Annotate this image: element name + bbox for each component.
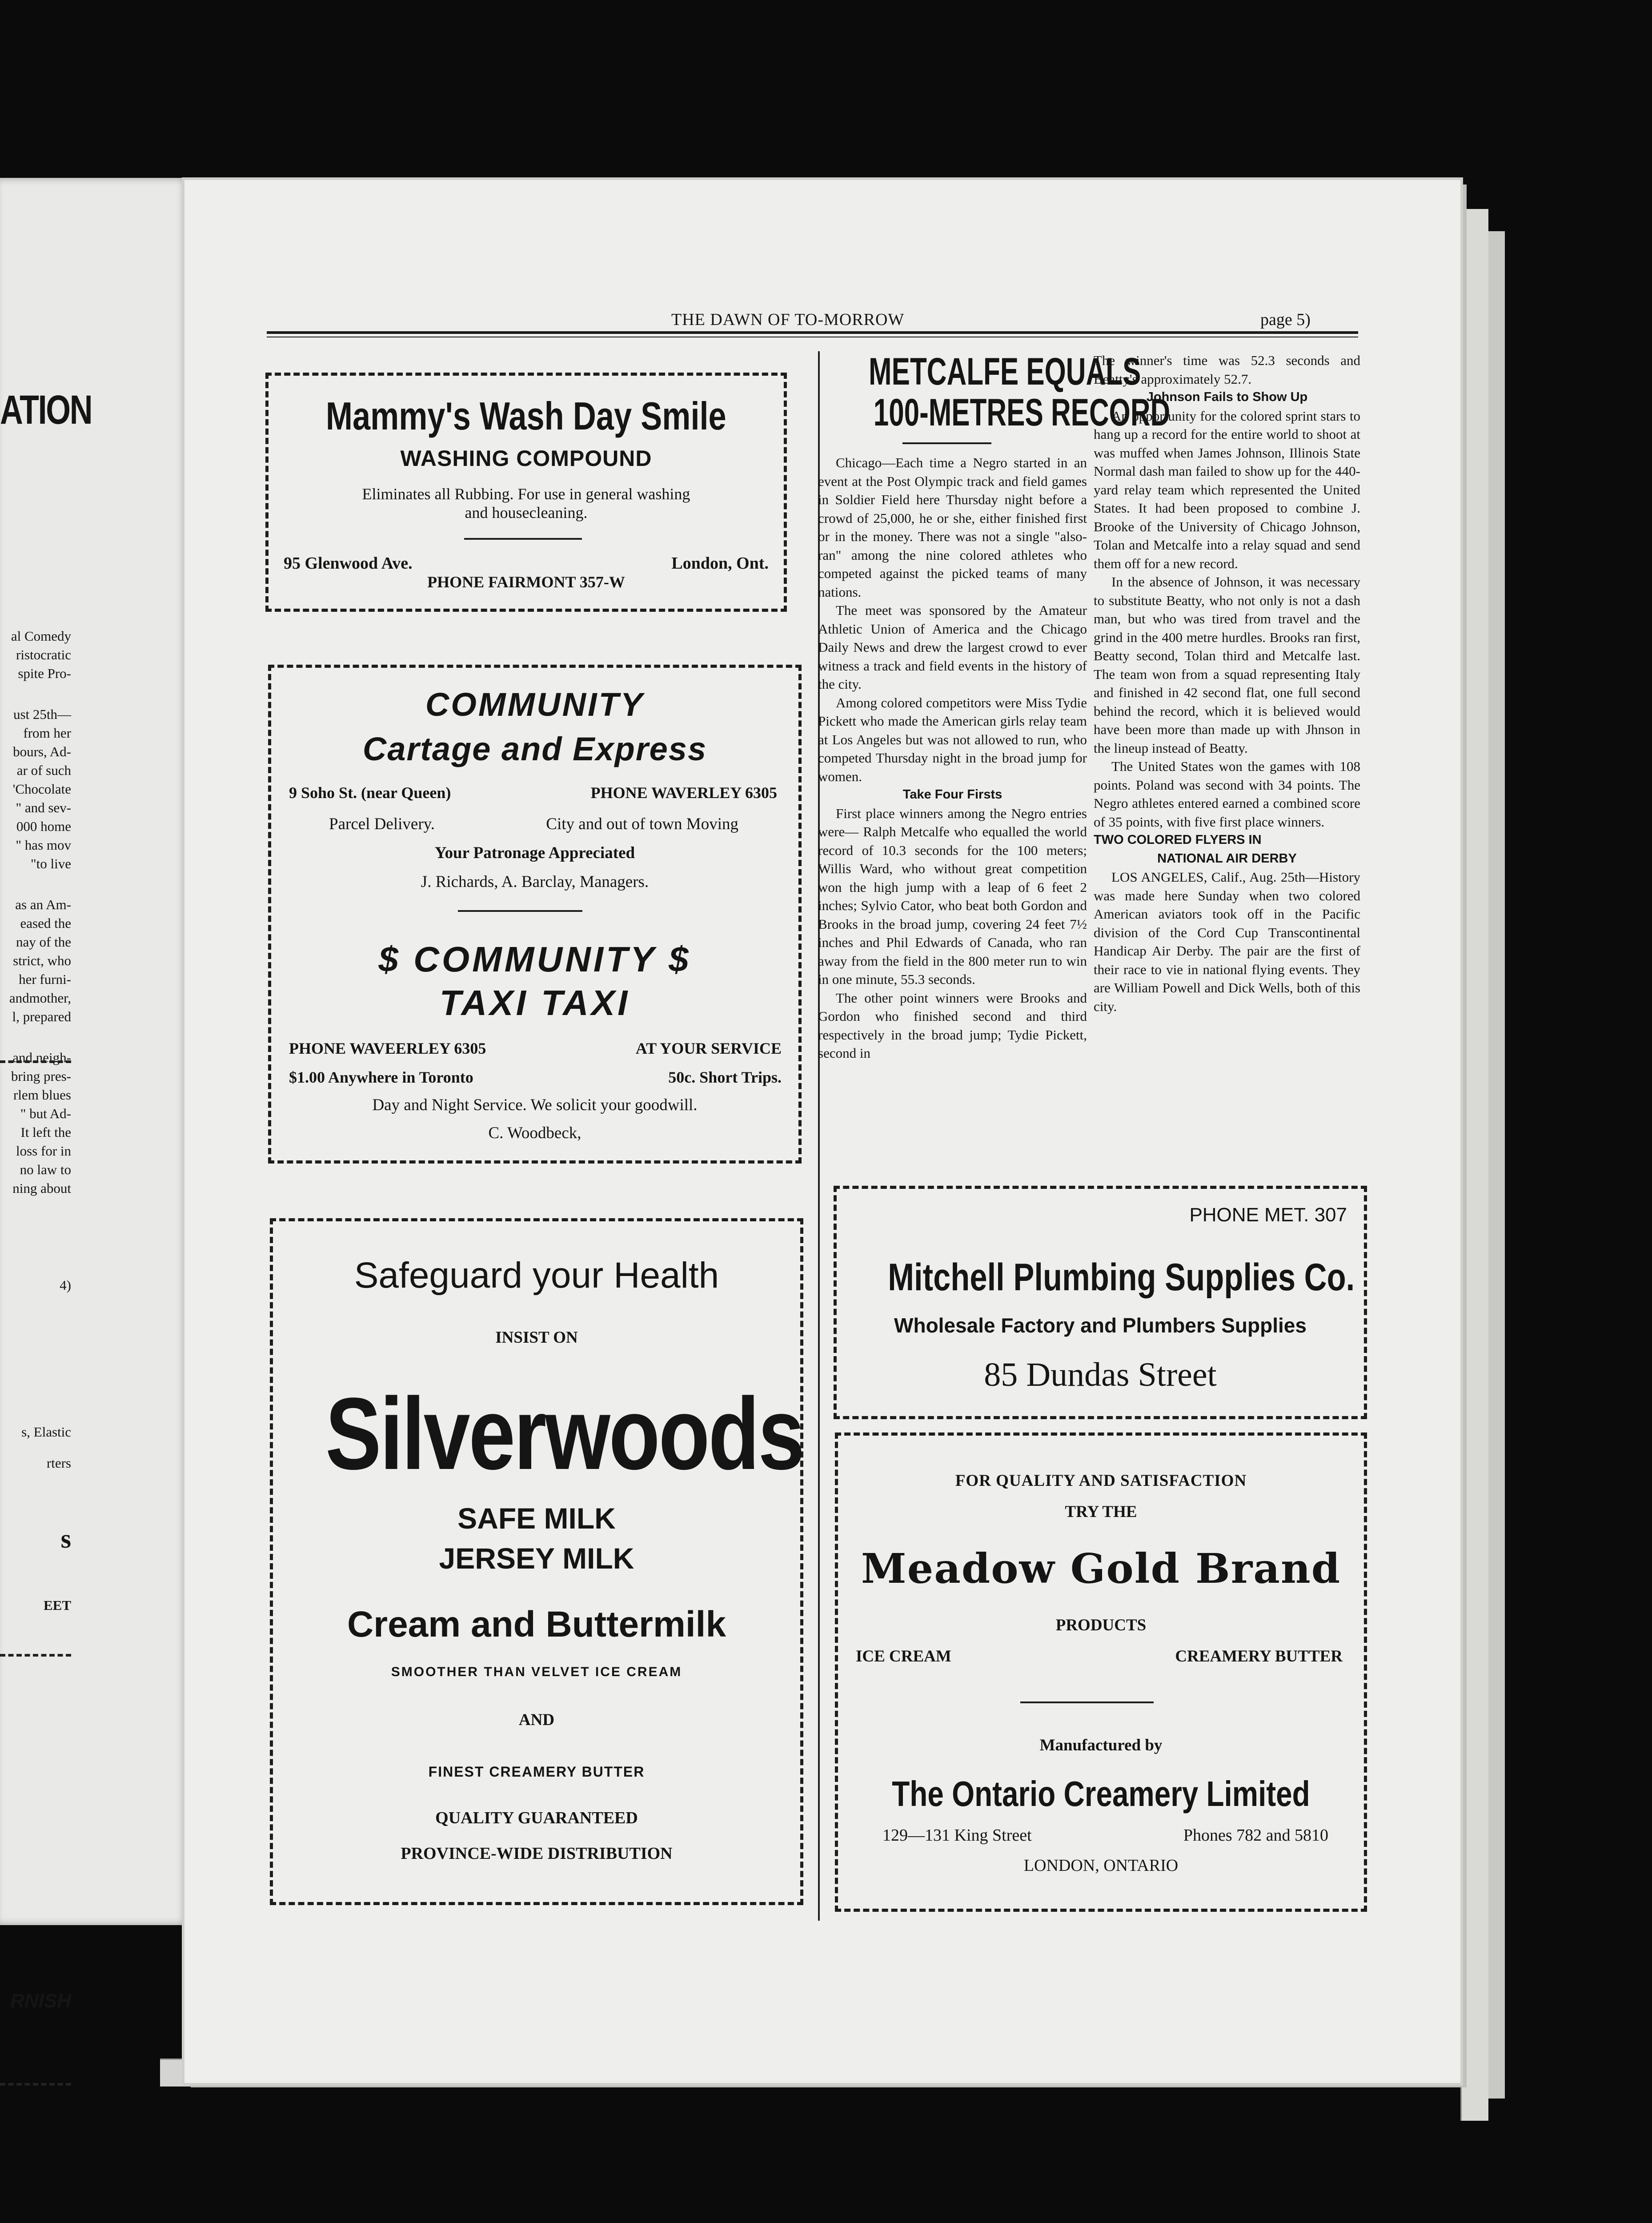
left-fragment-line: loss for in bbox=[16, 1143, 71, 1159]
page-edge bbox=[1487, 231, 1505, 2099]
article-paragraph: First place winners among the Negro entries were— Ralph Metcalfe who equalled the world record of 10.3 seconds for the 100 meters; Willis Ward, who without great competition won the high jump with a leap of 6 feet 2 inches; Sylvio Cator, who beat both Gordon and Brooks in the broad jump, covering 24 feet 7½ inches and Phil Edwards of Canada, who ran away from the field in the 800 meter run to win in one minute, 55.3 seconds. bbox=[818, 805, 1087, 987]
article-column-2 bbox=[1094, 351, 1360, 1015]
ad-address: 95 Glenwood Ave. bbox=[284, 554, 413, 573]
ad-city: LONDON, ONTARIO bbox=[1023, 1856, 1179, 1875]
ad-line: 50c. Short Trips. bbox=[668, 1068, 782, 1086]
ad-headline: Cream and Buttermilk bbox=[347, 1604, 726, 1645]
ad-line: Your Patronage Appreciated bbox=[434, 844, 635, 862]
ad-line: City and out of town Moving bbox=[546, 815, 738, 833]
ad-line: Parcel Delivery. bbox=[329, 815, 435, 833]
article-subhead: TWO COLORED FLYERS IN bbox=[1094, 833, 1262, 847]
headline-line: 100-METRES RECORD bbox=[873, 391, 1171, 434]
left-fragment-line: no law to bbox=[20, 1162, 71, 1177]
left-fragment-line: ning about bbox=[12, 1180, 71, 1196]
divider bbox=[902, 442, 991, 444]
ad-subtitle: Cartage and Express bbox=[362, 730, 707, 767]
left-fragment-line: ristocratic bbox=[16, 647, 71, 662]
left-fragment-line: bring pres- bbox=[11, 1068, 71, 1084]
left-fragment-line: andmother, bbox=[9, 990, 71, 1006]
left-fragment-line: eased the bbox=[20, 915, 71, 931]
left-page-fragment bbox=[0, 178, 189, 2012]
left-fragment-line: al Comedy bbox=[11, 628, 71, 644]
left-headline-fragment: ATION bbox=[0, 387, 92, 433]
ad-line: JERSEY MILK bbox=[439, 1542, 634, 1575]
ad-description: and housecleaning. bbox=[465, 504, 588, 522]
article-paragraph: An opportunity for the colored sprint stars to hang up a record for the entire world to shoot at was muffed when James Johnson, Illinois State Normal dash man failed to show up for the 440-yard relay team which represented the United States. It had been proposed to combine J. Brooke of the University of Chicago Johnson, Tolan and Metcalfe into a relay squad and send them off for a new record. bbox=[1094, 408, 1360, 571]
left-fragment-line: as an Am- bbox=[15, 897, 71, 912]
left-fragment-line: rters bbox=[46, 1455, 71, 1471]
article-paragraph: The meet was sponsored by the Amateur Athletic Union of America and the Chicago Daily News and drew the largest crowd to ever witness a track and field events in the history of the city. bbox=[818, 602, 1087, 692]
left-fragment-line: l, prepared bbox=[12, 1009, 71, 1024]
ad-address: 9 Soho St. (near Queen) bbox=[289, 784, 451, 802]
article-column-1 bbox=[818, 453, 1087, 1063]
article-paragraph: The other point winners were Brooks and Gordon who finished second and third respectively in the broad jump; Tydie Pickett, second in bbox=[818, 990, 1087, 1061]
ad-mitchell-plumbing bbox=[834, 1186, 1367, 1419]
page-number: page 5) bbox=[1260, 310, 1311, 329]
ad-line: SMOOTHER THAN VELVET ICE CREAM bbox=[391, 1665, 682, 1679]
headline-line: METCALFE EQUALS bbox=[869, 350, 1141, 393]
ad-company: The Ontario Creamery Limited bbox=[892, 1774, 1310, 1814]
ad-line: $1.00 Anywhere in Toronto bbox=[289, 1068, 473, 1086]
running-head: THE DAWN OF TO-MORROW bbox=[671, 310, 905, 329]
article-paragraph: The United States won the games with 108 points. Poland was second with 34 points. The Negro athletes entered earned a combined score of 35 points, with five first place winners. bbox=[1094, 758, 1360, 830]
left-fragment-line: "to live bbox=[30, 856, 71, 871]
left-fragment-line: spite Pro- bbox=[18, 666, 71, 681]
ad-line: FINEST CREAMERY BUTTER bbox=[428, 1764, 645, 1780]
ad-city: London, Ont. bbox=[671, 554, 769, 573]
left-fragment-line: 4) bbox=[60, 1277, 71, 1293]
left-fragment-line: ust 25th— bbox=[13, 706, 71, 722]
article-subhead: NATIONAL AIR DERBY bbox=[1157, 851, 1297, 866]
ad-phone: PHONE WAVERLEY 6305 bbox=[590, 784, 777, 802]
ad-line: INSIST ON bbox=[495, 1328, 578, 1347]
left-fragment-line: " and sev- bbox=[16, 800, 71, 815]
ad-brand: Meadow Gold Brand bbox=[861, 1545, 1341, 1593]
ad-line: FOR QUALITY AND SATISFACTION bbox=[955, 1472, 1247, 1490]
divider bbox=[1020, 1701, 1154, 1703]
left-fragment-line: strict, who bbox=[13, 953, 71, 968]
left-fragment-line: " but Ad- bbox=[20, 1106, 71, 1121]
ad-managers: J. Richards, A. Barclay, Managers. bbox=[421, 873, 649, 891]
ad-community-cartage bbox=[268, 665, 802, 1164]
left-fragment-line: s, Elastic bbox=[21, 1424, 71, 1440]
left-fragment-line: bours, Ad- bbox=[13, 744, 71, 759]
ad-line: CREAMERY BUTTER bbox=[1175, 1647, 1343, 1665]
ad-line: AT YOUR SERVICE bbox=[635, 1039, 782, 1057]
divider bbox=[0, 1654, 71, 1657]
left-fragment-line: ar of such bbox=[16, 762, 71, 778]
ad-line: Day and Night Service. We solicit your goodwill. bbox=[372, 1096, 698, 1114]
ad-line: SAFE MILK bbox=[457, 1502, 616, 1535]
ad-phone: Phones 782 and 5810 bbox=[1183, 1826, 1328, 1845]
ad-brand: Silverwoods bbox=[325, 1376, 803, 1491]
ad-taxi-title: $ COMMUNITY $ bbox=[378, 939, 691, 979]
left-fragment-line: and neigh- bbox=[12, 1050, 71, 1065]
left-fragment-line: " has mov bbox=[16, 837, 71, 853]
ad-line: AND bbox=[518, 1711, 555, 1729]
ad-address: 85 Dundas Street bbox=[984, 1356, 1217, 1393]
page-edge bbox=[1460, 209, 1488, 2121]
article-paragraph: In the absence of Johnson, it was necessary to substitute Beatty, who not only is not a dash man, but who was tired from travel and the grind in the 400 metre hurdles. Brooks ran first, Beatty second, Tolan third and Metcalfe last. The team won from a squad representing Italy and finished in 42 second flat, one full second behind the record, which it is believed would have been more than made up with Jhnson in the lineup instead of Beatty. bbox=[1094, 574, 1360, 756]
divider bbox=[0, 2083, 71, 2086]
ad-phone: PHONE WAVEERLEY 6305 bbox=[289, 1039, 486, 1057]
left-fragment-line: from her bbox=[23, 725, 71, 741]
ad-line: ICE CREAM bbox=[856, 1647, 951, 1665]
article-paragraph: The winner's time was 52.3 seconds and Beatty's approximately 52.7. bbox=[1094, 353, 1360, 387]
article-subhead: Johnson Fails to Show Up bbox=[1146, 390, 1308, 404]
ad-phone: PHONE FAIRMONT 357-W bbox=[427, 573, 625, 591]
ad-headline: Safeguard your Health bbox=[354, 1255, 719, 1296]
ad-address: 129—131 King Street bbox=[882, 1826, 1032, 1845]
ad-subtitle: WASHING COMPOUND bbox=[400, 446, 652, 471]
ad-line: Manufactured by bbox=[1039, 1736, 1163, 1754]
article-headline bbox=[816, 350, 1171, 434]
header-rule bbox=[267, 331, 1358, 337]
ad-line: TRY THE bbox=[1065, 1503, 1137, 1521]
article-paragraph: LOS ANGELES, Calif., Aug. 25th—History was made here Sunday when two colored American aviators took off in the Pacific division of the Cord Cup Transcontinental Handicap Air Derby. The pair are the first of their race to vie in national flying events. They are William Powell and Dick Wells, both of this city. bbox=[1094, 869, 1360, 1014]
ad-title: Mitchell Plumbing Supplies Co. bbox=[888, 1256, 1355, 1299]
ad-mammys-wash-day bbox=[265, 373, 787, 612]
left-fragment-line: 000 home bbox=[16, 819, 71, 834]
left-fragment-logo: RNISH bbox=[10, 1990, 71, 2012]
ad-silverwoods bbox=[270, 1218, 803, 1905]
left-fragment-line: It left the bbox=[20, 1124, 71, 1140]
ad-title: Mammy's Wash Day Smile bbox=[326, 394, 726, 438]
left-fragment-line: 'Chocolate bbox=[12, 781, 71, 797]
ad-phone: PHONE MET. 307 bbox=[1189, 1204, 1347, 1226]
left-fragment-line: nay of the bbox=[16, 934, 71, 950]
ad-line: QUALITY GUARANTEED bbox=[435, 1809, 638, 1827]
divider bbox=[0, 1060, 71, 1063]
ad-description: Wholesale Factory and Plumbers Supplies bbox=[894, 1314, 1307, 1337]
left-fragment-line: her furni- bbox=[19, 971, 71, 987]
ad-meadow-gold bbox=[835, 1433, 1367, 1912]
left-fragment-line: EET bbox=[43, 1597, 71, 1613]
article-subhead: Take Four Firsts bbox=[902, 787, 1002, 802]
left-fragment-line: s bbox=[60, 1524, 71, 1553]
article-paragraph: Chicago—Each time a Negro started in an event at the Post Olympic track and field games in Soldier Field here Thursday night before a crowd of 25,000, he or she, either finished first or in the money. There was not a single "also-ran" among the nine colored athletes who competed against the picked teams of many nations. bbox=[818, 455, 1087, 600]
ad-owner: C. Woodbeck, bbox=[488, 1124, 581, 1142]
ad-line: PROVINCE-WIDE DISTRIBUTION bbox=[401, 1844, 673, 1863]
ad-title: COMMUNITY bbox=[425, 686, 645, 723]
left-fragment-line: rlem blues bbox=[13, 1087, 71, 1103]
ad-taxi-title: TAXI TAXI bbox=[439, 983, 630, 1023]
ad-description: Eliminates all Rubbing. For use in general washing bbox=[362, 485, 690, 503]
ad-line: PRODUCTS bbox=[1055, 1616, 1147, 1634]
article-paragraph: Among colored competitors were Miss Tydie Pickett who made the American girls relay team at Los Angeles but was not allowed to run, who competed Thursday night in the broad jump for women. bbox=[818, 694, 1087, 784]
divider bbox=[458, 910, 582, 912]
divider bbox=[464, 538, 582, 540]
